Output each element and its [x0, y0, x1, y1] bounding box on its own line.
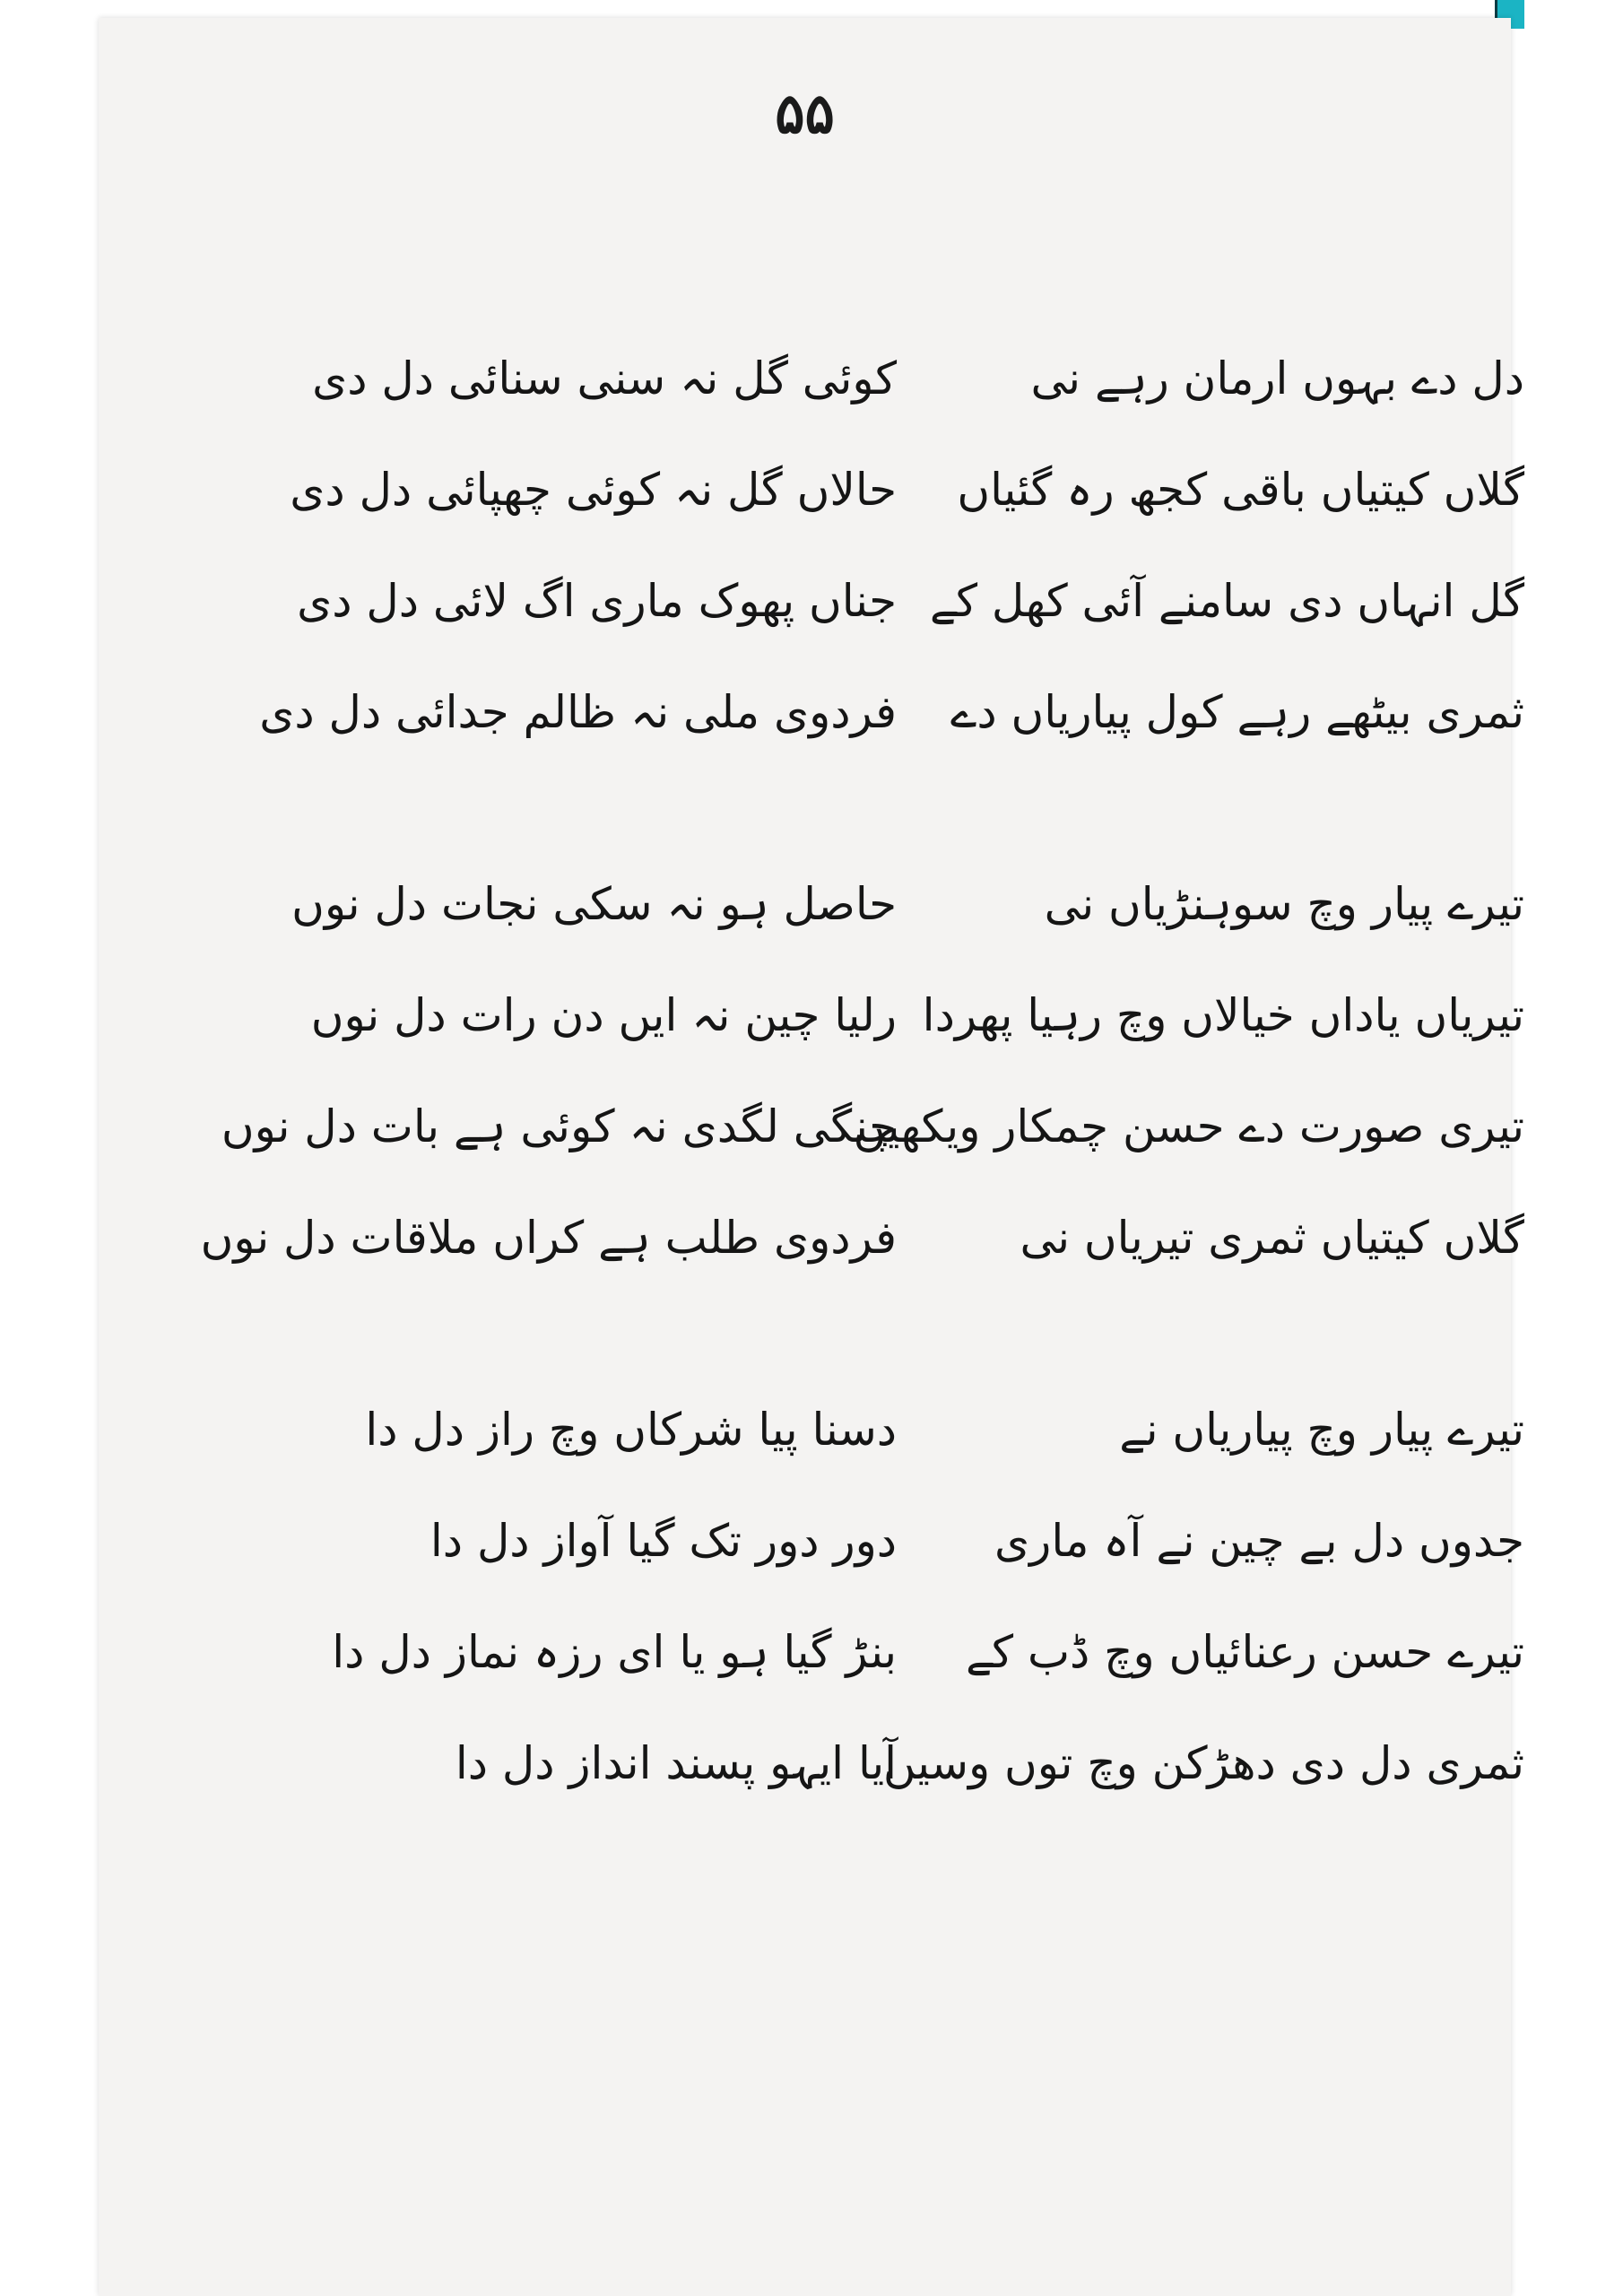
couplet	[278, 323, 1524, 434]
verse-line: تیری صورت دے حسن چمکار ویکھیں	[853, 1100, 1524, 1152]
stanza	[278, 1374, 1524, 1819]
couplet	[278, 1485, 1524, 1596]
verse-line: آیا ایہو پسند انداز دل دا	[455, 1737, 897, 1789]
couplet	[278, 434, 1524, 545]
page-number: ۵۵	[775, 81, 835, 146]
verse-line: تیرے حسن رعنائیاں وچ ڈب کے	[965, 1626, 1524, 1678]
verse-line: دل دے بہوں ارمان رہے نی	[1030, 352, 1524, 404]
verse-line: فردوی ملی نہ ظالم جدائی دل دی	[259, 686, 897, 738]
verse-line: رلیا چین نہ ایں دن رات دل نوں	[310, 989, 897, 1041]
book-page	[99, 18, 1524, 2296]
verse-line: بنڑ گیا ہو یا ای رزہ نماز دل دا	[332, 1626, 897, 1678]
verse-line: حاصل ہو نہ سکی نجات دل نوں	[291, 878, 897, 930]
stanza	[259, 323, 1524, 768]
verse-line: ثمری دل دی دھڑکن وچ توں وسیں	[882, 1737, 1524, 1789]
couplet	[278, 960, 1524, 1071]
verse-line: گلاں کیتیاں ثمری تیریاں نی	[1020, 1212, 1524, 1264]
poem	[200, 323, 1524, 1900]
verse-line: فردوی طلب ہے کراں ملاقات دل نوں	[200, 1212, 897, 1264]
couplet	[278, 848, 1524, 960]
couplet	[200, 1182, 1524, 1293]
verse-line: حالاں گل نہ کوئی چھپائی دل دی	[290, 464, 897, 516]
couplet	[278, 1374, 1524, 1485]
verse-line: جدوں دل بے چین نے آہ ماری	[994, 1515, 1524, 1567]
verse-line: جناں پھوک ماری اگ لائی دل دی	[297, 575, 897, 627]
verse-line: دور دور تک گیا آواز دل دا	[430, 1515, 897, 1567]
verse-line: چنگی لگدی نہ کوئی ہے بات دل نوں	[221, 1100, 897, 1152]
couplet	[278, 1708, 1524, 1819]
verse-line: گل انہاں دی سامنے آئی کھل کے	[929, 575, 1524, 627]
verse-line: تیرے پیار وچ سوہنڑیاں نی	[1044, 878, 1524, 930]
verse-line: کوئی گل نہ سنی سنائی دل دی	[312, 352, 897, 404]
couplet	[278, 1596, 1524, 1708]
verse-line: تیرے پیار وچ پیاریاں نے	[1119, 1404, 1524, 1456]
verse-line: دسنا پیا شرکاں وچ راز دل دا	[365, 1404, 897, 1456]
verse-line: ثمری بیٹھے رہے کول پیاریاں دے	[950, 686, 1524, 738]
stanza	[200, 848, 1524, 1293]
couplet	[221, 1071, 1524, 1182]
couplet	[259, 657, 1524, 768]
verse-line: تیریاں یاداں خیالاں وچ رہیا پھردا	[922, 989, 1524, 1041]
verse-line: گلاں کیتیاں باقی کجھ رہ گئیاں	[957, 464, 1524, 516]
couplet	[278, 545, 1524, 657]
